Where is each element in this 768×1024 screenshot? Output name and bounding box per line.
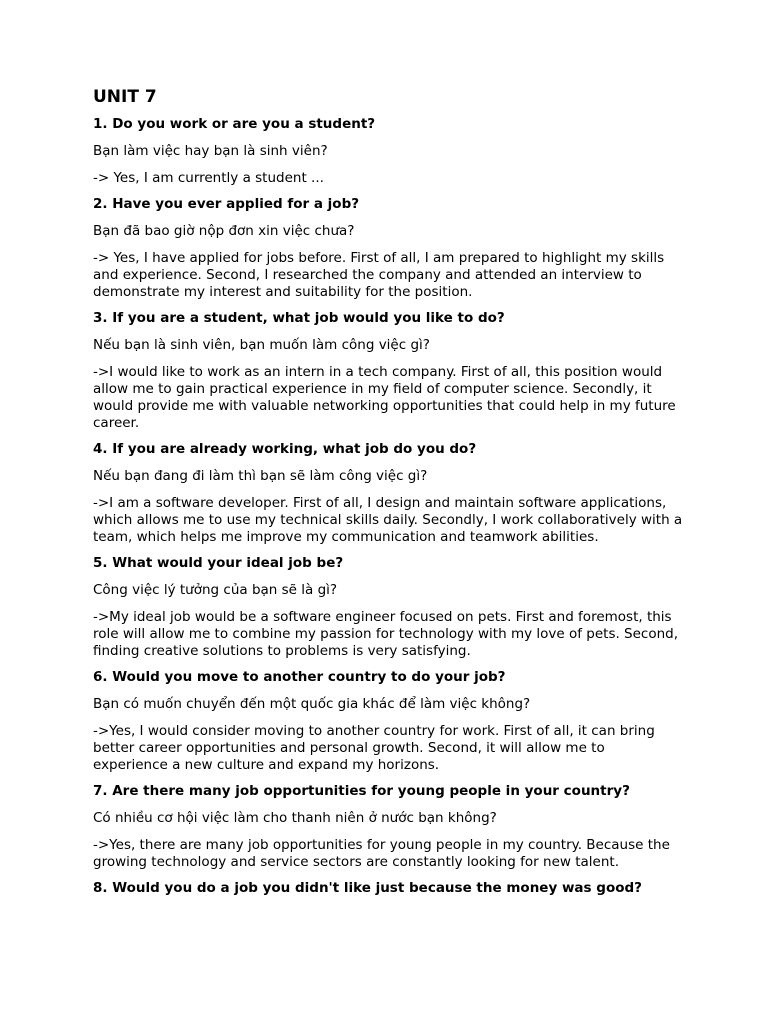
answer: ->I would like to work as an intern in a tech company. First of all, this position would allow me to gain practical experience in my field of computer science. Secondly, it would provide me with valuable networking opportunities that could help in my future career. — [93, 364, 676, 431]
question: 8. Would you do a job you didn't like just because the money was good? — [93, 880, 642, 896]
answer: ->I am a software developer. First of all, I design and maintain software applications, which allows me to use my technical skills daily. Secondly, I work collaboratively with a team, which helps me improve my communication and teamwork abilities. — [93, 495, 683, 545]
answer: -> Yes, I have applied for jobs before. First of all, I am prepared to highlight my skills and experience. Second, I researched the company and attended an interview to demonstrate my interest and suitability for the position. — [93, 250, 665, 300]
translation: Bạn làm việc hay bạn là sinh viên? — [93, 143, 328, 159]
translation: Bạn đã bao giờ nộp đơn xin việc chưa? — [93, 223, 355, 239]
qa-item-7 — [93, 783, 683, 871]
qa-item-4 — [93, 441, 683, 546]
question: 4. If you are already working, what job do you do? — [93, 441, 477, 457]
answer: -> Yes, I am currently a student ... — [93, 170, 324, 186]
answer: ->Yes, I would consider moving to another country for work. First of all, it can bring better career opportunities and personal growth. Second, it will allow me to experience a new culture and expand my horizons. — [93, 723, 655, 773]
translation: Nếu bạn đang đi làm thì bạn sẽ làm công việc gì? — [93, 468, 428, 484]
translation: Công việc lý tưởng của bạn sẽ là gì? — [93, 582, 338, 598]
translation: Có nhiều cơ hội việc làm cho thanh niên ở nước bạn không? — [93, 810, 497, 826]
question: 5. What would your ideal job be? — [93, 555, 344, 571]
translation: Bạn có muốn chuyển đến một quốc gia khác để làm việc không? — [93, 696, 531, 712]
document-page — [93, 86, 683, 907]
qa-item-3 — [93, 310, 683, 432]
qa-item-8 — [93, 880, 683, 897]
answer: ->Yes, there are many job opportunities for young people in my country. Because the growing technology and service sectors are constantly looking for new talent. — [93, 837, 670, 870]
question: 2. Have you ever applied for a job? — [93, 196, 360, 212]
question: 7. Are there many job opportunities for young people in your country? — [93, 783, 630, 799]
question: 6. Would you move to another country to do your job? — [93, 669, 506, 685]
qa-item-2 — [93, 196, 683, 301]
answer: ->My ideal job would be a software engineer focused on pets. First and foremost, this role will allow me to combine my passion for technology with my love of pets. Second, finding creative solutions to problems is very satisfying. — [93, 609, 679, 659]
unit-title: UNIT 7 — [93, 87, 157, 107]
qa-item-6 — [93, 669, 683, 774]
qa-item-1 — [93, 116, 683, 187]
translation: Nếu bạn là sinh viên, bạn muốn làm công việc gì? — [93, 337, 430, 353]
question: 3. If you are a student, what job would you like to do? — [93, 310, 505, 326]
qa-item-5 — [93, 555, 683, 660]
question: 1. Do you work or are you a student? — [93, 116, 376, 132]
